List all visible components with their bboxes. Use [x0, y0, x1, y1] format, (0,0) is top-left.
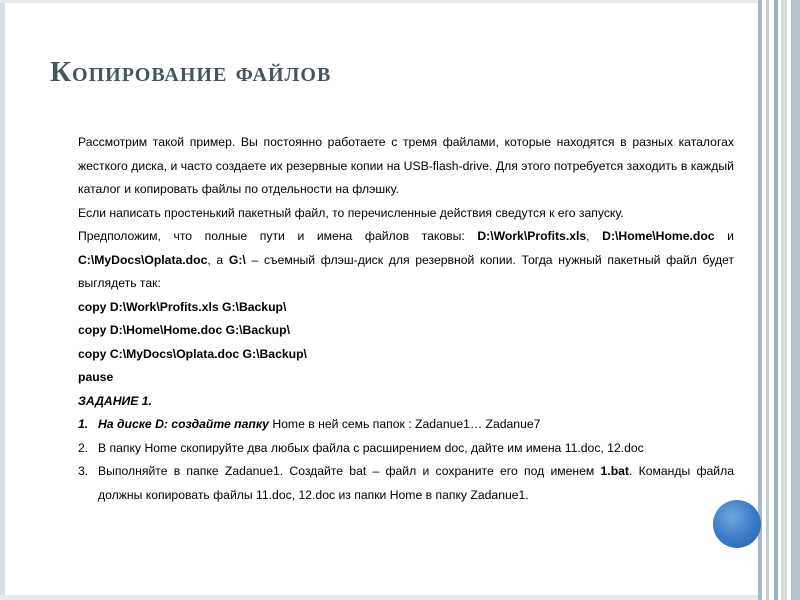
step-emphasis: На диске D: создайте папку — [98, 417, 269, 431]
step-number: 3. — [78, 464, 89, 478]
intro-paragraph: Рассмотрим такой пример. Вы постоянно работаете с тремя файлами, которые находятся в разных каталогах жесткого диска, и часто создаете их резервные копии на USB-flash-drive. Для этого потребуется заходить в каждый каталог и копировать файлы по отдельности на флэшку. — [78, 135, 734, 196]
code-line: copy D:\Work\Profits.xls G:\Backup\ — [78, 299, 287, 314]
code-line: copy D:\Home\Home.doc G:\Backup\ — [78, 323, 290, 337]
code-line: pause — [78, 370, 114, 384]
slide-frame-bottom — [0, 595, 760, 600]
file-path: C:\MyDocs\Oplata.doc — [78, 252, 208, 267]
bat-filename: 1.bat — [600, 464, 629, 478]
drive-letter: G:\ — [228, 252, 246, 267]
code-block — [78, 296, 734, 390]
step-text: В папку Home скопируйте два любых файла с расширением doc, дайте им имена 11.doc, 12.doc — [98, 440, 644, 455]
suppose-text: , — [586, 229, 603, 243]
file-path: D:\Home\Home.doc — [602, 229, 715, 243]
suppose-text: , а — [207, 252, 229, 267]
suppose-text: и — [714, 229, 734, 243]
suppose-text: – съемный флэш-диск для резервной копии. Тогда нужный пакетный файл будет выглядеть так: — [78, 252, 735, 290]
code-line: copy C:\MyDocs\Oplata.doc G:\Backup\ — [78, 346, 307, 361]
step-number: 2. — [78, 440, 89, 455]
stripe — [791, 0, 800, 600]
if-sentence: Если написать простенький пакетный файл, то перечисленные действия сведутся к его запуску. — [78, 205, 624, 220]
task-step — [78, 460, 734, 507]
suppose-paragraph — [78, 225, 734, 296]
slide-frame-top — [0, 0, 760, 3]
task-steps — [78, 413, 734, 507]
decorative-circle — [713, 500, 761, 548]
slide-frame-left — [0, 0, 5, 600]
decorative-stripes — [758, 0, 800, 600]
suppose-text: Предположим, что полные пути и имена файлов таковы: — [78, 229, 478, 243]
slide-title: Копирование файлов — [50, 56, 332, 88]
step-text: Home в ней семь папок : Zadanue1… Zadanue7 — [268, 417, 541, 431]
task-step — [78, 437, 734, 461]
file-path: D:\Work\Profits.xls — [477, 229, 587, 243]
step-text: Выполняйте в папке Zadanue1. Создайте bat – файл и сохраните его под именем — [98, 464, 601, 478]
intro-block — [78, 131, 734, 296]
task-step — [78, 413, 734, 437]
task-heading: ЗАДАНИЕ 1. — [78, 393, 152, 408]
step-text: . Команды файла должны копировать файлы 11.doc, 12.doc из папки Home в папку Zadanue1. — [98, 464, 734, 502]
step-number: 1. — [78, 417, 89, 431]
slide-body — [78, 131, 734, 507]
